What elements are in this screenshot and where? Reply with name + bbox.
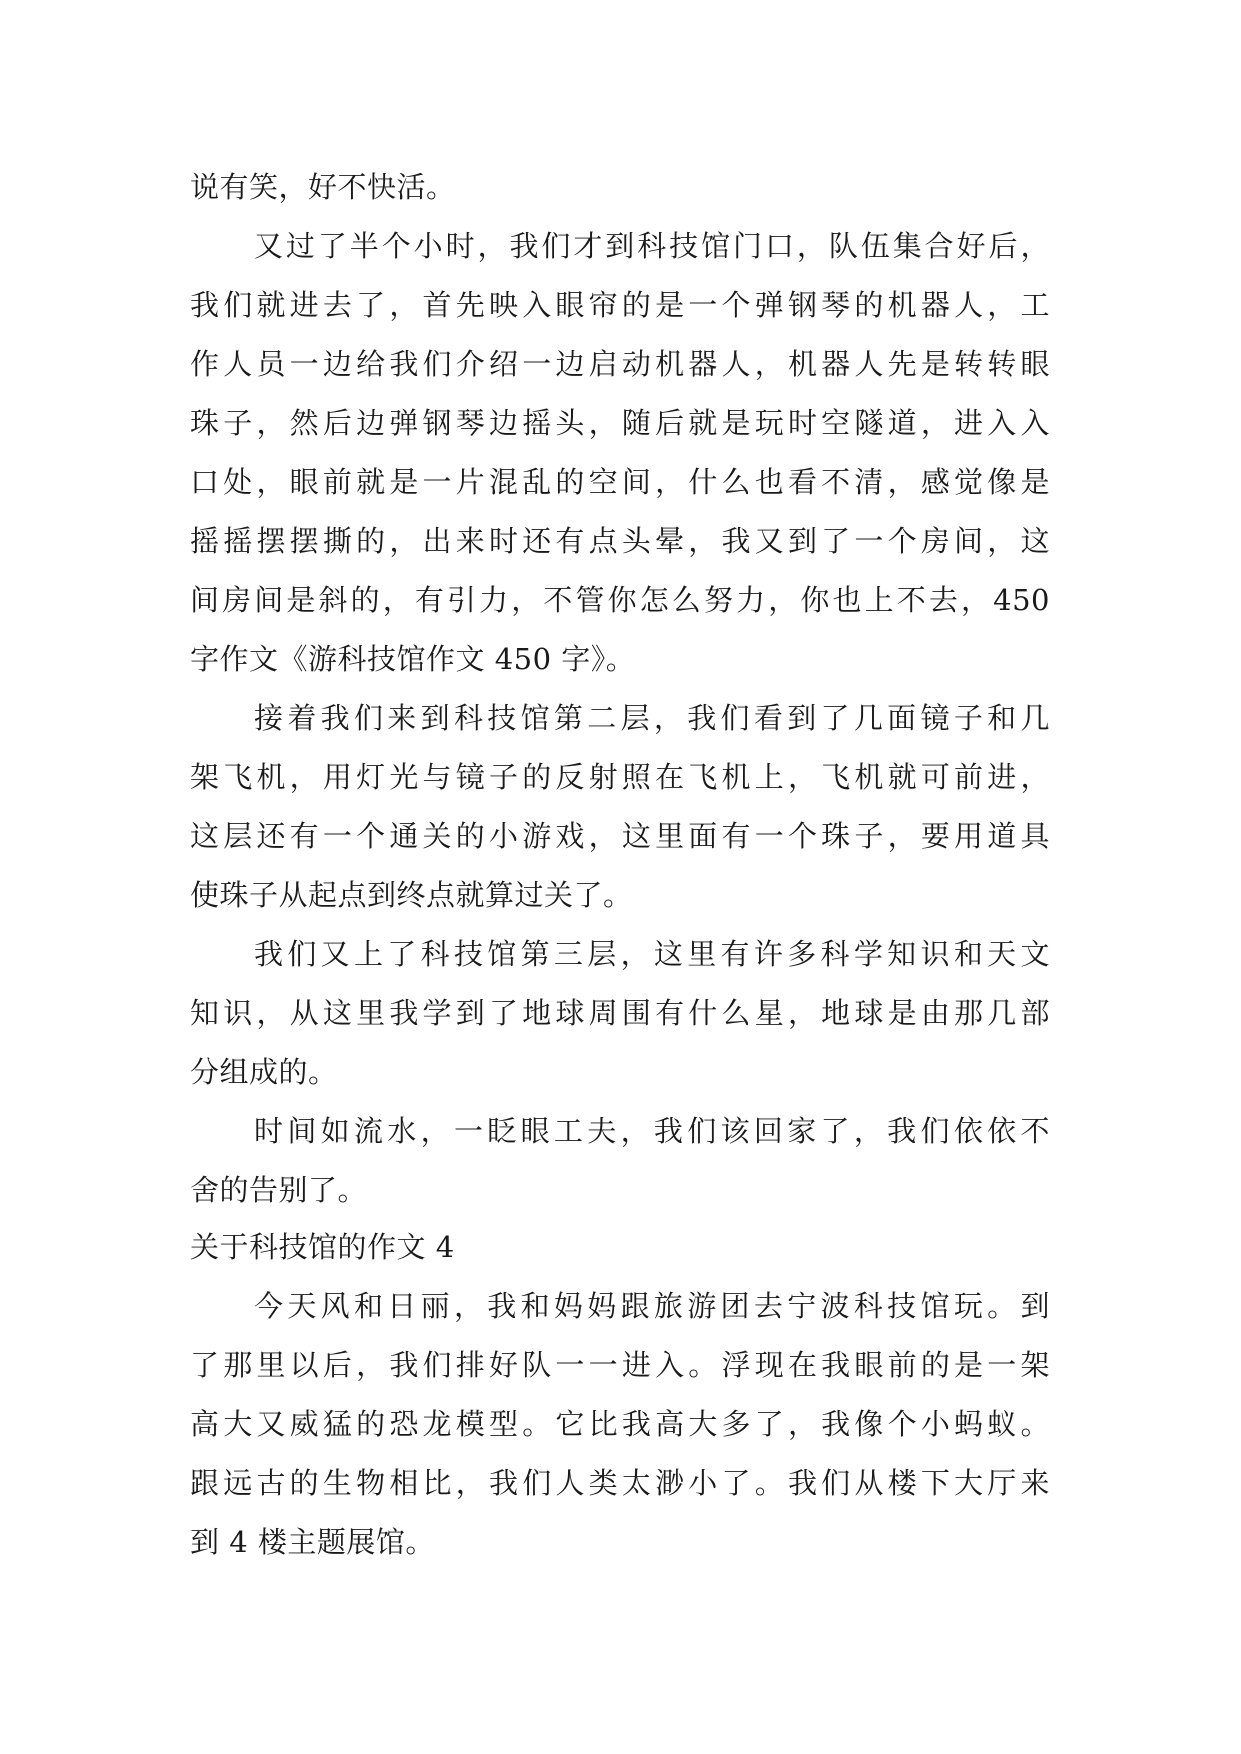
paragraph-line: 字作文《游科技馆作文 450 字》。 [190, 642, 636, 676]
paragraph-line: 高大又威猛的恐龙模型。它比我高大多了，我像个小蚂蚁。 [190, 1407, 1050, 1441]
paragraph-line: 了那里以后，我们排好队一一进入。浮现在我眼前的是一架 [190, 1348, 1050, 1382]
paragraph-line: 跟远古的生物相比，我们人类太渺小了。我们从楼下大厅来 [190, 1466, 1050, 1500]
paragraph-line: 今天风和日丽，我和妈妈跟旅游团去宁波科技馆玩。到 [254, 1289, 1050, 1323]
paragraph-line: 知识，从这里我学到了地球周围有什么星，地球是由那几部 [190, 996, 1050, 1030]
paragraph-line: 又过了半个小时，我们才到科技馆门口，队伍集合好后， [254, 229, 1050, 263]
paragraph-line: 我们就进去了，首先映入眼帘的是一个弹钢琴的机器人，工 [190, 288, 1050, 322]
paragraph-line: 珠子，然后边弹钢琴边摇头，随后就是玩时空隧道，进入入 [190, 406, 1050, 440]
paragraph-line: 间房间是斜的，有引力，不管你怎么努力，你也上不去，450 [190, 583, 1050, 617]
section-heading: 关于科技馆的作文 4 [190, 1230, 455, 1264]
paragraph-line: 摇摇摆摆撕的，出来时还有点头晕，我又到了一个房间，这 [190, 524, 1050, 558]
paragraph-line: 到 4 楼主题展馆。 [190, 1525, 435, 1559]
paragraph-line: 时间如流水，一眨眼工夫，我们该回家了，我们依依不 [254, 1114, 1050, 1148]
paragraph-line: 接着我们来到科技馆第二层，我们看到了几面镜子和几 [254, 701, 1050, 735]
paragraph-line: 说有笑，好不快活。 [190, 170, 456, 204]
paragraph-line: 架飞机，用灯光与镜子的反射照在飞机上，飞机就可前进， [190, 760, 1050, 794]
paragraph-line: 口处，眼前就是一片混乱的空间，什么也看不清，感觉像是 [190, 465, 1050, 499]
paragraph-line: 这层还有一个通关的小游戏，这里面有一个珠子，要用道具 [190, 819, 1050, 853]
paragraph-line: 使珠子从起点到终点就算过关了。 [190, 878, 633, 912]
paragraph-line: 分组成的。 [190, 1055, 338, 1089]
paragraph-line: 我们又上了科技馆第三层，这里有许多科学知识和天文 [254, 937, 1050, 971]
paragraph-line: 舍的告别了。 [190, 1173, 368, 1207]
paragraph-line: 作人员一边给我们介绍一边启动机器人，机器人先是转转眼 [190, 347, 1050, 381]
